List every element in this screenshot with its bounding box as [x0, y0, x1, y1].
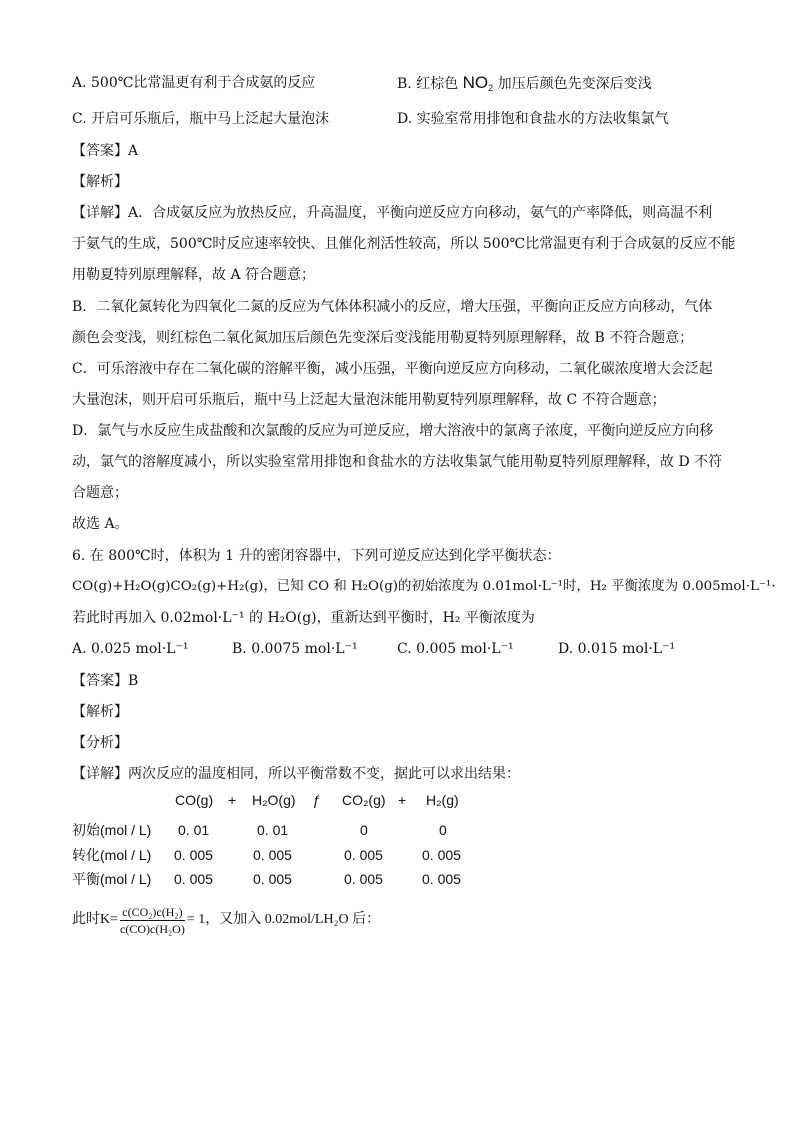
q5-detail-line-10: 合题意；: [72, 485, 128, 501]
q5-detail-line-4: B．二氧化氮转化为四氧化二氮的反应为气体体积减小的反应，增大压强，平衡向正反应方向移动，气体: [72, 299, 713, 315]
q5-detail-line-5: 颜色会变浅，则红棕色二氧化氮加压后颜色先变深后变浅能用勒夏特列原理解释，故 B 不符合题意；: [72, 330, 694, 346]
q6-stem-line-1: 6. 在 800℃时，体积为 1 升的密闭容器中，下列可逆反应达到化学平衡状态：: [72, 548, 561, 564]
table-cell: 0: [360, 822, 368, 838]
table-header-h2: H₂(g): [426, 792, 459, 808]
q6-detail: 【详解】两次反应的温度相同，所以平衡常数不变，据此可以求出结果：: [72, 766, 520, 782]
q5-answer: 【答案】A: [72, 143, 139, 159]
table-header-h2o: H₂O(g): [252, 792, 296, 808]
q6-stem-line-2: CO(g)+H₂O(g)CO₂(g)+H₂(g)，已知 CO 和 H₂O(g)的初始浓度为 0.01mol·L⁻¹时，H₂ 平衡浓度为 0.005mol·L⁻¹·: [72, 579, 776, 594]
q5-detail-line-3: 用勒夏特列原理解释，故 A 符合题意；: [72, 267, 316, 283]
q6-option-b: B. 0.0075 mol·L⁻¹: [232, 641, 358, 657]
q5-option-b-suffix: 加压后颜色先变深后变浅: [497, 76, 652, 92]
table-row-label-change: 转化(mol / L): [72, 847, 152, 863]
q5-detail-line-1: 【详解】A．合成氨反应为放热反应，升高温度，平衡向逆反应方向移动，氨气的产率降低，则高温不利: [72, 205, 713, 221]
q5-detail-line-6: C．可乐溶液中存在二氧化碳的溶解平衡，减小压强，平衡向逆反应方向移动，二氧化碳浓度增大会泛起: [72, 361, 713, 377]
table-header-co2: CO₂(g): [342, 792, 386, 808]
k-numerator: c(CO₂)c(H₂): [120, 905, 185, 921]
k-symbol: K=: [100, 912, 119, 928]
table-header-equilibrium-arrow: ƒ: [312, 792, 320, 808]
table-header-plus-2: +: [398, 792, 407, 808]
no2-formula: [463, 73, 494, 92]
q5-analysis-heading: 【解析】: [72, 174, 128, 190]
q6-analysis-heading: 【解析】: [72, 704, 128, 720]
q5-option-b: [397, 73, 652, 94]
q6-fenxi-heading: 【分析】: [72, 735, 128, 751]
table-cell: 0. 005: [422, 847, 461, 863]
table-cell: 0. 005: [253, 871, 292, 887]
table-row-label-initial: 初始(mol / L): [72, 822, 152, 838]
q5-detail-line-9: 动，氯气的溶解度减小，所以实验室常用排饱和食盐水的方法收集氯气能用勒夏特列原理解释，故 D 不符: [72, 454, 723, 470]
table-cell: 0. 01: [257, 822, 289, 838]
q6-option-a: A. 0.025 mol·L⁻¹: [72, 641, 189, 657]
table-cell: 0. 01: [178, 822, 210, 838]
k-equals: = 1: [186, 912, 206, 928]
table-cell: 0. 005: [344, 847, 383, 863]
q5-option-d: D. 实验室常用排饱和食盐水的方法收集氯气: [397, 111, 669, 127]
q5-option-b-prefix: B. 红棕色: [397, 76, 459, 92]
k-denominator: c(CO)c(H₂O): [120, 922, 185, 937]
k-prefix: 此时: [72, 912, 100, 928]
table-cell: 0: [439, 822, 447, 838]
table-cell: 0. 005: [253, 847, 292, 863]
table-row-label-equilibrium: 平衡(mol / L): [72, 871, 152, 887]
q6-option-c: C. 0.005 mol·L⁻¹: [397, 641, 514, 657]
no2-formula-text: NO: [462, 73, 489, 92]
table-cell: 0. 005: [422, 871, 461, 887]
q5-conclusion: 故选 A。: [72, 516, 129, 532]
table-header-plus-1: +: [228, 792, 237, 808]
table-cell: 0. 005: [344, 871, 383, 887]
q6-option-d: D. 0.015 mol·L⁻¹: [558, 641, 676, 657]
no2-subscript: 2: [488, 83, 494, 93]
k-suffix: ，又加入 0.02mol/LH₂O 后：: [205, 912, 381, 928]
equilibrium-constant-line: [72, 905, 380, 937]
table-cell: 0. 005: [174, 847, 213, 863]
q6-answer: 【答案】B: [72, 673, 139, 689]
q5-option-c: C. 开启可乐瓶后，瓶中马上泛起大量泡沫: [72, 111, 330, 127]
q6-stem-line-3: 若此时再加入 0.02mol·L⁻¹ 的 H₂O(g)，重新达到平衡时，H₂ 平衡浓度为: [72, 610, 535, 626]
q5-detail-line-8: D．氯气与水反应生成盐酸和次氯酸的反应为可逆反应，增大溶液中的氯离子浓度，平衡向逆反应方向移: [72, 423, 714, 439]
equilibrium-table: [72, 792, 492, 892]
q5-detail-line-7: 大量泡沫，则开启可乐瓶后，瓶中马上泛起大量泡沫能用勒夏特列原理解释，故 C 不符合题意；: [72, 392, 666, 408]
table-header-co: CO(g): [175, 792, 214, 808]
table-cell: 0. 005: [174, 871, 213, 887]
q5-detail-line-2: 于氨气的生成，500℃时反应速率较快、且催化剂活性较高，所以 500℃比常温更有利于合成氨的反应不能: [72, 236, 736, 252]
k-fraction: [120, 905, 185, 937]
q5-option-a: A. 500℃比常温更有利于合成氨的反应: [72, 75, 316, 91]
